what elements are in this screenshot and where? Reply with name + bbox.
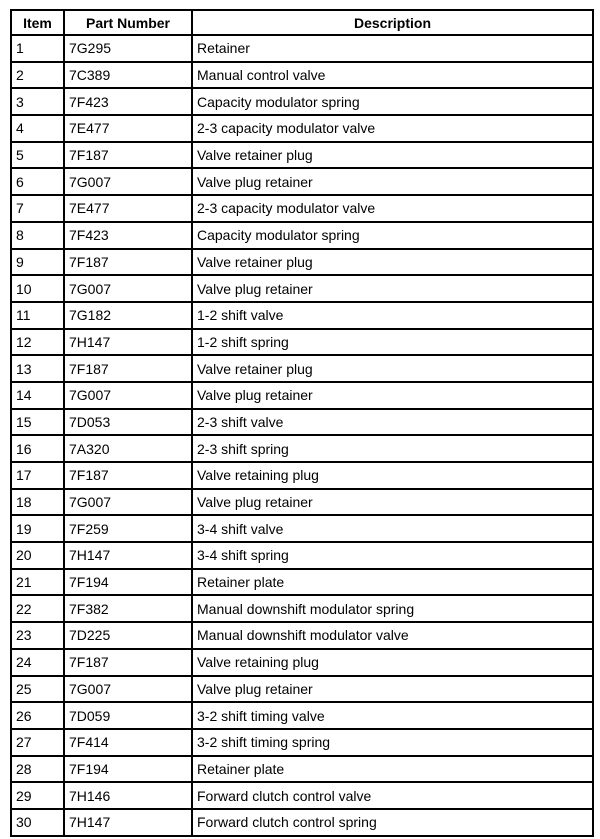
table-row bbox=[11, 595, 593, 622]
part-number-cell: 7F382 bbox=[64, 595, 192, 622]
description-cell: Valve plug retainer bbox=[192, 275, 593, 302]
part-number-cell: 7G007 bbox=[64, 168, 192, 195]
description-cell: Forward clutch control spring bbox=[192, 809, 593, 836]
table-header bbox=[11, 10, 593, 35]
part-number-cell: 7D225 bbox=[64, 622, 192, 649]
table-row bbox=[11, 302, 593, 329]
table-row bbox=[11, 782, 593, 809]
part-number-cell: 7F187 bbox=[64, 649, 192, 676]
header-row bbox=[11, 10, 593, 35]
table-row bbox=[11, 702, 593, 729]
table-row bbox=[11, 622, 593, 649]
item-cell: 11 bbox=[11, 302, 64, 329]
part-number-cell: 7G007 bbox=[64, 489, 192, 516]
description-cell: Manual downshift modulator spring bbox=[192, 595, 593, 622]
table-row bbox=[11, 88, 593, 115]
item-cell: 1 bbox=[11, 35, 64, 62]
item-cell: 10 bbox=[11, 275, 64, 302]
header-item: Item bbox=[11, 10, 64, 35]
description-cell: Valve plug retainer bbox=[192, 168, 593, 195]
part-number-cell: 7H147 bbox=[64, 329, 192, 356]
item-cell: 23 bbox=[11, 622, 64, 649]
item-cell: 14 bbox=[11, 382, 64, 409]
table-row bbox=[11, 35, 593, 62]
table-row bbox=[11, 569, 593, 596]
parts-table bbox=[10, 9, 594, 837]
item-cell: 20 bbox=[11, 542, 64, 569]
part-number-cell: 7D053 bbox=[64, 409, 192, 436]
table-row bbox=[11, 729, 593, 756]
table-row bbox=[11, 756, 593, 783]
table-row bbox=[11, 115, 593, 142]
item-cell: 3 bbox=[11, 88, 64, 115]
part-number-cell: 7D059 bbox=[64, 702, 192, 729]
description-cell: Capacity modulator spring bbox=[192, 222, 593, 249]
item-cell: 15 bbox=[11, 409, 64, 436]
part-number-cell: 7H146 bbox=[64, 782, 192, 809]
part-number-cell: 7F423 bbox=[64, 222, 192, 249]
part-number-cell: 7E477 bbox=[64, 195, 192, 222]
part-number-cell: 7G007 bbox=[64, 382, 192, 409]
description-cell: 1-2 shift valve bbox=[192, 302, 593, 329]
description-cell: Valve retaining plug bbox=[192, 649, 593, 676]
description-cell: Retainer bbox=[192, 35, 593, 62]
item-cell: 25 bbox=[11, 676, 64, 703]
item-cell: 28 bbox=[11, 756, 64, 783]
item-cell: 16 bbox=[11, 435, 64, 462]
item-cell: 26 bbox=[11, 702, 64, 729]
description-cell: Valve plug retainer bbox=[192, 676, 593, 703]
description-cell: Forward clutch control valve bbox=[192, 782, 593, 809]
item-cell: 18 bbox=[11, 489, 64, 516]
header-description: Description bbox=[192, 10, 593, 35]
table-row bbox=[11, 275, 593, 302]
item-cell: 9 bbox=[11, 249, 64, 276]
part-number-cell: 7C389 bbox=[64, 62, 192, 89]
item-cell: 30 bbox=[11, 809, 64, 836]
part-number-cell: 7F259 bbox=[64, 515, 192, 542]
description-cell: Valve retainer plug bbox=[192, 249, 593, 276]
table-row bbox=[11, 489, 593, 516]
table-row bbox=[11, 649, 593, 676]
table-row bbox=[11, 195, 593, 222]
description-cell: 2-3 capacity modulator valve bbox=[192, 195, 593, 222]
table-row bbox=[11, 676, 593, 703]
table-row bbox=[11, 435, 593, 462]
item-cell: 4 bbox=[11, 115, 64, 142]
part-number-cell: 7F187 bbox=[64, 462, 192, 489]
description-cell: 3-4 shift valve bbox=[192, 515, 593, 542]
description-cell: 2-3 capacity modulator valve bbox=[192, 115, 593, 142]
description-cell: Manual control valve bbox=[192, 62, 593, 89]
description-cell: 2-3 shift spring bbox=[192, 435, 593, 462]
item-cell: 17 bbox=[11, 462, 64, 489]
description-cell: Manual downshift modulator valve bbox=[192, 622, 593, 649]
part-number-cell: 7F423 bbox=[64, 88, 192, 115]
part-number-cell: 7F187 bbox=[64, 142, 192, 169]
part-number-cell: 7H147 bbox=[64, 809, 192, 836]
table-row bbox=[11, 462, 593, 489]
item-cell: 24 bbox=[11, 649, 64, 676]
table-row bbox=[11, 168, 593, 195]
part-number-cell: 7F187 bbox=[64, 355, 192, 382]
item-cell: 13 bbox=[11, 355, 64, 382]
table-row bbox=[11, 62, 593, 89]
description-cell: Valve plug retainer bbox=[192, 489, 593, 516]
item-cell: 29 bbox=[11, 782, 64, 809]
table-row bbox=[11, 515, 593, 542]
part-number-cell: 7F187 bbox=[64, 249, 192, 276]
description-cell: Valve retaining plug bbox=[192, 462, 593, 489]
part-number-cell: 7F414 bbox=[64, 729, 192, 756]
table-row bbox=[11, 382, 593, 409]
item-cell: 12 bbox=[11, 329, 64, 356]
part-number-cell: 7G007 bbox=[64, 275, 192, 302]
part-number-cell: 7H147 bbox=[64, 542, 192, 569]
table-body bbox=[11, 35, 593, 836]
description-cell: 3-2 shift timing valve bbox=[192, 702, 593, 729]
item-cell: 19 bbox=[11, 515, 64, 542]
item-cell: 22 bbox=[11, 595, 64, 622]
part-number-cell: 7E477 bbox=[64, 115, 192, 142]
header-part-number: Part Number bbox=[64, 10, 192, 35]
item-cell: 8 bbox=[11, 222, 64, 249]
description-cell: Valve retainer plug bbox=[192, 355, 593, 382]
table-row bbox=[11, 222, 593, 249]
description-cell: Valve plug retainer bbox=[192, 382, 593, 409]
part-number-cell: 7G295 bbox=[64, 35, 192, 62]
table-row bbox=[11, 809, 593, 836]
part-number-cell: 7F194 bbox=[64, 569, 192, 596]
description-cell: 2-3 shift valve bbox=[192, 409, 593, 436]
item-cell: 21 bbox=[11, 569, 64, 596]
part-number-cell: 7F194 bbox=[64, 756, 192, 783]
description-cell: 3-4 shift spring bbox=[192, 542, 593, 569]
part-number-cell: 7G007 bbox=[64, 676, 192, 703]
table-row bbox=[11, 542, 593, 569]
item-cell: 2 bbox=[11, 62, 64, 89]
table-row bbox=[11, 142, 593, 169]
description-cell: Capacity modulator spring bbox=[192, 88, 593, 115]
description-cell: Retainer plate bbox=[192, 756, 593, 783]
part-number-cell: 7G182 bbox=[64, 302, 192, 329]
description-cell: 3-2 shift timing spring bbox=[192, 729, 593, 756]
description-cell: 1-2 shift spring bbox=[192, 329, 593, 356]
table-row bbox=[11, 249, 593, 276]
item-cell: 5 bbox=[11, 142, 64, 169]
item-cell: 27 bbox=[11, 729, 64, 756]
table-row bbox=[11, 409, 593, 436]
table-row bbox=[11, 355, 593, 382]
description-cell: Valve retainer plug bbox=[192, 142, 593, 169]
table-row bbox=[11, 329, 593, 356]
item-cell: 6 bbox=[11, 168, 64, 195]
item-cell: 7 bbox=[11, 195, 64, 222]
part-number-cell: 7A320 bbox=[64, 435, 192, 462]
description-cell: Retainer plate bbox=[192, 569, 593, 596]
